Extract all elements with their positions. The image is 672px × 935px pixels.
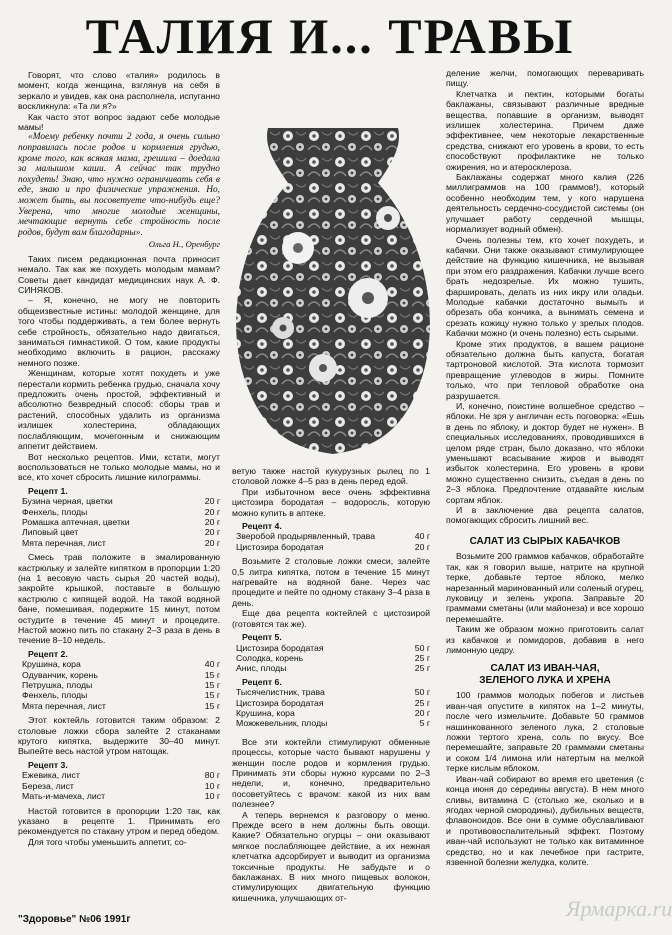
reader-letter: «Моему ребенку почти 2 года, я очень сильно поправилась после родов и кормления грудью, кроме того, как всякая мама, грешила – доедала за малышом каши. А сейчас так трудно похудеть! Знаю, что нужно ограничивать себя в еде, знаю и про физические упражнения. Но, может быть, вы посоветуете что-нибудь еще? Уверена, что многие молодые женщины, мечтающие вернуть себе стройность после родов, будут вам благодарны». xyxy=(18,132,220,238)
body-paragraph: Этот коктейль готовится таким образом: 2 столовые ложки сбора залейте 2 стаканами крутого кипятка, выдержите 30–40 минут. Выпейте весь настой утром натощак. xyxy=(18,715,220,757)
salad-2-title xyxy=(446,663,644,686)
recipe-row: Липовый цвет 20 г xyxy=(22,527,220,538)
letter-signature: Ольга Н., Оренбург xyxy=(148,239,220,250)
body-paragraph: Возьмите 200 граммов кабачков, обработайте так, как я говорил выше, натрите на крупной терке, добавьте тертое яблоко, мелко нарезанный маринованный или соленый огурец, луковицу и зелень укропа. Заправьте 20 граммами сметаны (или майонеза) и все хорошо перемешайте. xyxy=(446,551,644,624)
flower-vase-illustration xyxy=(228,128,438,454)
salad-2-title-line: САЛАТ ИЗ ИВАН-ЧАЯ, xyxy=(490,663,600,675)
recipe-5-title: Рецепт 5. xyxy=(242,632,282,643)
recipe-row: Бузина черная, цветки 20 г xyxy=(22,496,220,507)
body-paragraph: Кроме этих продуктов, в вашем рационе обязательно должна быть капуста, богатая тартроновой кислотой. Эта кислота тормозит превращение углеводов в жиры. Помните только, что при тепловой обработке она разрушается. xyxy=(446,338,644,401)
intro-paragraph: Как часто этот вопрос задают себе молодые мамы! xyxy=(18,111,220,133)
body-paragraph: деление желчи, помогающих переваривать пищу. xyxy=(446,68,644,89)
recipe-row: Ромашка аптечная, цветки 20 г xyxy=(22,516,220,527)
recipe-row: Фенхель, плоды 15 г xyxy=(22,690,220,701)
recipe-row: Мята перечная, лист 20 г xyxy=(22,537,220,548)
body-paragraph: Вот несколько рецептов. Ими, кстати, могут воспользоваться не только молодые мамы, но и все, кто хочет сбросить лишние килограммы. xyxy=(18,451,220,483)
body-paragraph: 100 граммов молодых побегов и листьев иван-чая опустите в кипяток на 1–2 минуты, после чего измельчите. Добавьте 50 граммов нашинкованного зеленого лука, 2 столовые ложки тертого хрена, соль по вкусу. Все перемешайте, заправьте 20 граммами сметаны и соком 1/4 лимона или натертым на мелкой терке кислым яблоком. xyxy=(446,690,644,774)
recipe-row: Мать-и-мачеха, лист 10 г xyxy=(22,791,220,802)
intro-paragraph: Говорят, что слово «талия» родилось в момент, когда женщина, взглянув на себя в зеркало и увидев, как она располнела, испуганно воскликнула: «Та ли я?» xyxy=(18,70,220,112)
recipe-row: Анис, плоды 25 г xyxy=(236,663,430,674)
body-paragraph: Иван-чай собирают во время его цветения (с конца июня до середины августа). В нем много сливы, витамина С (столько же, сколько и в ягодах черной смородины), дубильных веществ, флавоноидов. Все они в сумме обуславливают и противовоспалительный эффект. Поэтому иван-чай используют не только как витаминное средство, но и как лечебное при гастрите, язвенной болезни желудка, колите. xyxy=(446,773,644,867)
body-paragraph: Баклажаны содержат много калия (226 миллиграммов на 100 граммов!), который особенно необходим тем, у кого нарушена деятельность сердечно-сосудистой системы (он улучшает работу сердечной мышцы, нормализует водный обмен). xyxy=(446,172,644,235)
body-paragraph: Женщинам, которые хотят похудеть и уже перестали кормить ребенка грудью, сначала хочу предложить очень простой, эффективный и абсолютно безвредный способ: сборы трав и растений, способных удалить из организма излишек холестерина, обладающих послабляющим, мочегонным и снижающим аппетит действием. xyxy=(18,368,220,452)
recipe-row: Петрушка, плоды 15 г xyxy=(22,680,220,691)
recipe-row: Цистозира бородатая 50 г xyxy=(236,642,430,653)
body-paragraph: Очень полезны тем, кто хочет похудеть, и кабачки. Они также оказывают стимулирующее действие на функцию кишечника, не вызывая при этом его раздражения. Кабачки лучше всего брать недозрелые. Их можно тушить, фаршировать, делать из них икру или оладьи. Молодые кабачки достаточно вымыть и обрезать оба кончика, а вынимать семена и срезать кожицу нужно только у зрелых плодов. Кабачки можно (и очень полезно) есть сырыми. xyxy=(446,234,644,339)
recipe-1-title: Рецепт 1. xyxy=(28,485,68,496)
recipe-3-title: Рецепт 3. xyxy=(28,759,68,770)
recipe-row: Ежевика, лист 80 г xyxy=(22,770,220,781)
body-paragraph: И в заключение два рецепта салатов, помогающих сбросить лишний вес. xyxy=(446,505,644,526)
recipe-row: Крушина, кора 20 г xyxy=(236,707,430,718)
recipe-row: Цистозира бородатая 20 г xyxy=(236,541,430,552)
body-paragraph: Настой готовится в пропорции 1:20 так, как указано в рецепте 1. Принимать его рекомендуется по стакану утром и перед обедом. xyxy=(18,805,220,837)
body-paragraph: При избыточном весе очень эффективна цистозира бородатая – водоросль, которую можно купить в аптеке. xyxy=(232,486,430,518)
column-2 xyxy=(232,466,430,903)
recipe-row: Солодка, корень 25 г xyxy=(236,652,430,663)
recipe-4-title: Рецепт 4. xyxy=(242,521,282,532)
column-1 xyxy=(18,70,220,847)
recipe-row: Можжевельник, плоды 5 г xyxy=(236,718,430,729)
recipe-row: Зверобой продырявленный, трава 40 г xyxy=(236,531,430,542)
body-paragraph: ветую также настой кукурузных рылец по 1 столовой ложке 4–5 раз в день перед едой. xyxy=(232,466,430,487)
body-paragraph: – Я, конечно, не могу не повторить общеизвестные истины: молодой женщине, для того чтобы поддерживать, а тем более вернуть себе стройность, обязательно надо двигаться, заниматься гимнастикой. О том, какие продукты необходимо включить в рацион, расскажу немного позже. xyxy=(18,295,220,368)
body-paragraph: А теперь вернемся к разговору о меню. Прежде всего в нем должны быть овощи. Какие? Обязательно огурцы – они оказывают мягкое послабляющее действие, а их нежная клетчатка адсорбирует и выводит из организма токсичные продукты. Не забудьте и о баклажанах. В них много пищевых волокон, стимулирующих двигательную функцию кишечника, улучшающих от- xyxy=(232,809,430,903)
body-paragraph: Для того чтобы уменьшить аппетит, со- xyxy=(28,836,187,847)
body-paragraph: Таким же образом можно приготовить салат из кабачков и помидоров, добавив в него лимонную цедру. xyxy=(446,624,644,656)
salad-1-title: САЛАТ ИЗ СЫРЫХ КАБАЧКОВ xyxy=(469,535,621,547)
body-paragraph: Еще два рецепта коктейлей с цистозирой (готовятся так же). xyxy=(232,608,430,629)
watermark: Ярмарка.ru xyxy=(566,896,672,921)
recipe-6-title: Рецепт 6. xyxy=(242,676,282,687)
body-paragraph: Клетчатка и пектин, которыми богаты баклажаны, связывают различные вредные вещества, попавшие в организм, выводят излишек холестерина. Причем даже эффективнее, чем некоторые лекарственные средства, снижают его уровень в крови, то есть способствуют профилактике не только ожирения, но и атеросклероза. xyxy=(446,88,644,172)
recipe-row: Одуванчик, корень 15 г xyxy=(22,669,220,680)
recipe-row: Крушина, кора 40 г xyxy=(22,659,220,670)
body-paragraph: Таких писем редакционная почта приносит немало. Так как же похудеть молодым мамам? Советы дает кандидат медицинских наук А. Ф. СИНЯКОВ. xyxy=(18,253,220,295)
body-paragraph: Все эти коктейли стимулируют обменные процессы, которые часто бывают нарушены у женщин после родов и кормления грудью. Принимать эти сборы нужно курсами по 2–3 недели, и, конечно, предварительно посоветуйтесь с врачом: какой из них вам полезнее? xyxy=(232,736,430,810)
recipe-2-title: Рецепт 2. xyxy=(28,648,68,659)
recipe-row: Тысячелистник, трава 50 г xyxy=(236,687,430,698)
body-paragraph: Возьмите 2 столовые ложки смеси, залейте 0,5 литра кипятка, потом в течение 15 минут нагревайте на водяной бане. Через час процедите и пейте по одному стакану 3–4 раза в день. xyxy=(232,556,430,608)
column-3 xyxy=(446,68,644,867)
recipe-row: Береза, лист 10 г xyxy=(22,780,220,791)
article-title: ТАЛИЯ И... ТРАВЫ xyxy=(85,8,575,64)
body-paragraph: Смесь трав положите в эмалированную кастрюльку и залейте кипятком в пропорции 1:20 (на 1 весовую часть сырья 20 частей воды), закройте крышкой, поставьте в большую кастрюлю с кипящей водой. На такой водяной бане, помешивая, подержите 15 минут, потом остудите в течение 45 минут и процедите. Настой можно пить по стакану 2–3 раза в день в течение 8–10 недель. xyxy=(18,552,220,646)
recipe-row: Мята перечная, лист 15 г xyxy=(22,700,220,711)
salad-2-title-line: ЗЕЛЕНОГО ЛУКА И ХРЕНА xyxy=(479,674,611,686)
magazine-footer: "Здоровье" №06 1991г xyxy=(18,914,131,925)
recipe-row: Фенхель, плоды 20 г xyxy=(22,506,220,517)
body-paragraph: И, конечно, поистине волшебное средство – яблоки. Не зря у англичан есть поговорка: «Ешь в день по яблоку, и доктор будет не нужен». В специальных исследованиях, проводившихся в целом ряде стран, было доказано, что яблоки уменьшают всасывание жиров и выводят избыток холестерина. Его уровень в крови можно существенно снизить, съедая в день по 2–3 яблока. Предпочтение отдавайте кислым сортам яблок. xyxy=(446,401,644,505)
recipe-row: Цистозира бородатая 25 г xyxy=(236,697,430,708)
